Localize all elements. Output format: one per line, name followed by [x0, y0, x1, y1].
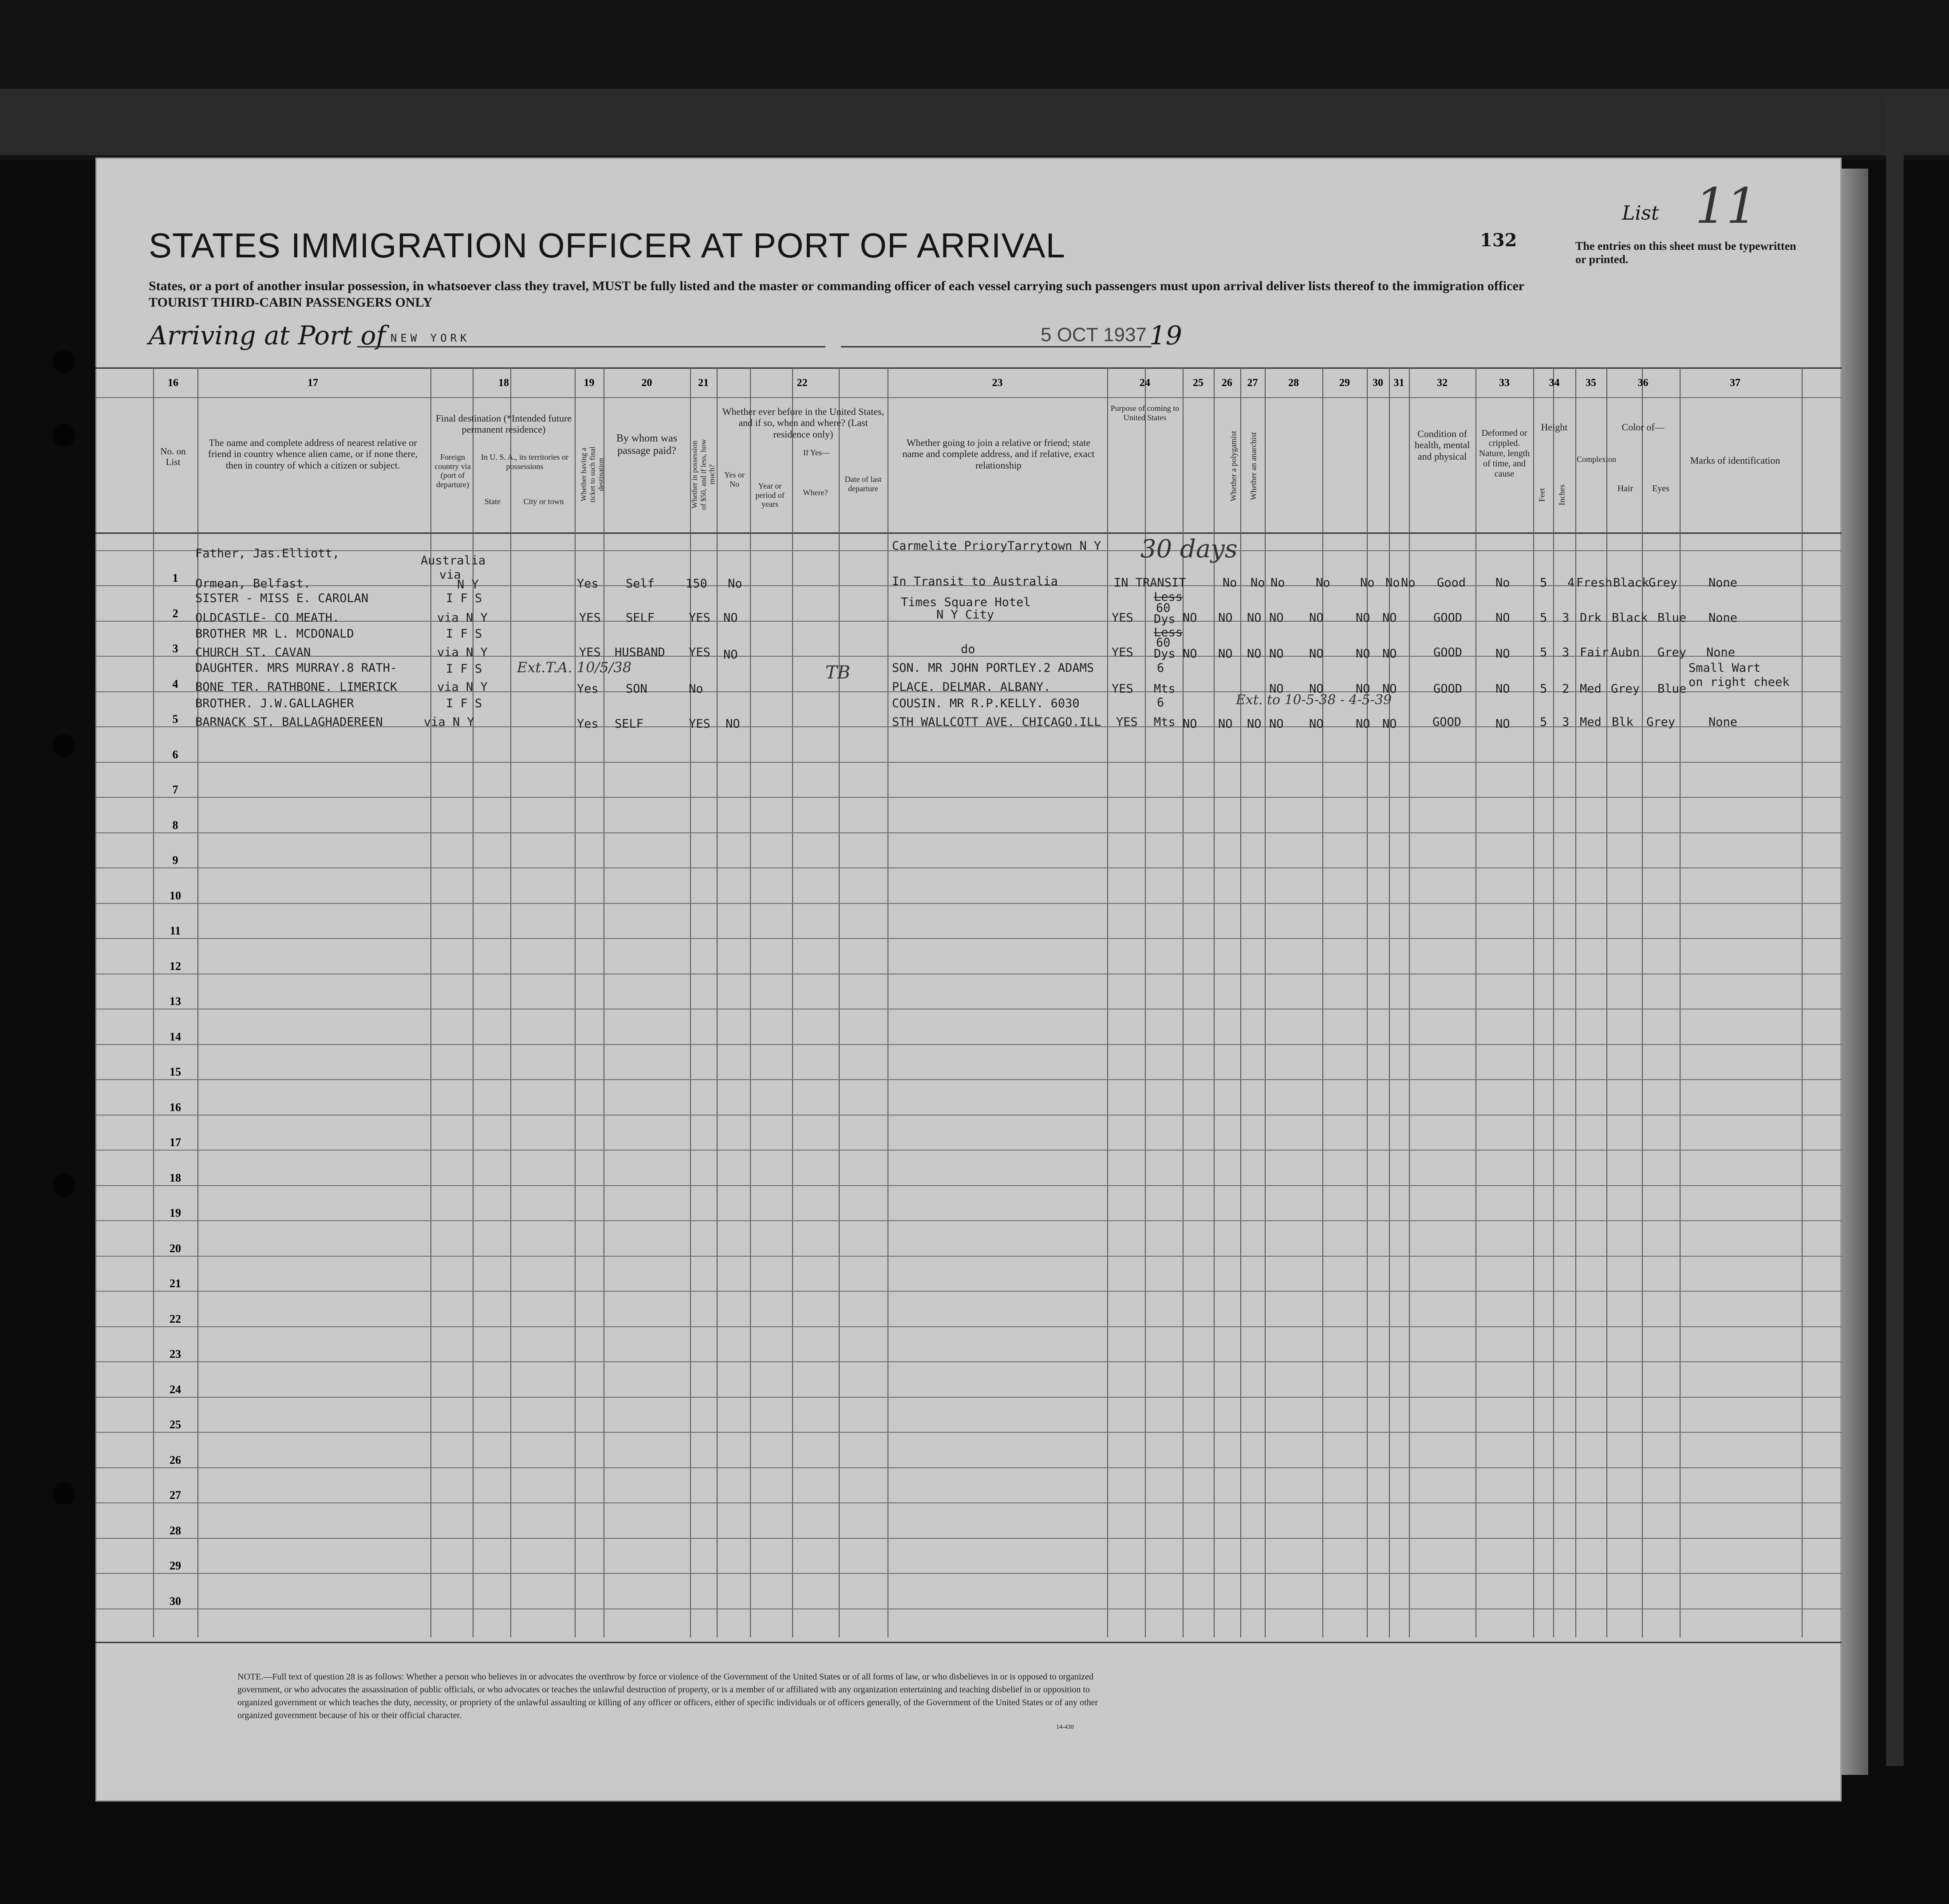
length-unit: Mts [1154, 682, 1176, 696]
table-column-rule [1642, 367, 1643, 1637]
row-number: 1 [172, 572, 178, 584]
hair-value: Black [1612, 611, 1648, 625]
table-column-rule [1322, 367, 1323, 1637]
binder-hole [52, 734, 75, 757]
table-column-rule [1107, 367, 1108, 1637]
table-row-rule [95, 1044, 1842, 1045]
column-header-before: Whether ever before in the United States, and if so, when and where? (Last residence only) [722, 406, 884, 440]
table-column-rule [717, 367, 718, 1637]
column-header-color: Color of— [1622, 422, 1665, 433]
column-header-city: City or town [523, 497, 564, 506]
c25-value: NO [1183, 647, 1197, 661]
c27-value: NO [1247, 717, 1262, 731]
eyes-value: Blue [1657, 682, 1687, 696]
row-number: 25 [170, 1418, 181, 1431]
row-number: 6 [172, 748, 178, 761]
table-column-rule [575, 367, 576, 1637]
column-number-divider [95, 397, 1842, 398]
ticket-value: Yes [577, 577, 599, 591]
column-header-where: Where? [803, 488, 828, 497]
row-number: 5 [172, 713, 178, 725]
marks-line-2: on right cheek [1689, 675, 1790, 689]
c28-value: No [1316, 576, 1330, 590]
row-number: 24 [170, 1383, 181, 1396]
purpose-value: YES [1116, 715, 1138, 729]
c29-value: NO [1309, 611, 1324, 625]
table-row-rule [95, 903, 1842, 904]
table-column-rule [153, 367, 154, 1637]
height-inches: 3 [1562, 646, 1570, 659]
length-unit: Dys [1154, 647, 1176, 661]
relative-line-1: SISTER - MISS E. CAROLAN [195, 591, 369, 605]
length-number: 6 [1157, 696, 1164, 710]
table-row-rule [95, 867, 1842, 868]
row-number: 29 [170, 1559, 181, 1572]
c27-value: NO [1247, 647, 1262, 661]
marks-value: None [1708, 611, 1738, 625]
c30-value: NO [1356, 682, 1370, 696]
table-row-rule [95, 1115, 1842, 1116]
column-number: 20 [641, 377, 652, 389]
column-number: 19 [584, 377, 595, 389]
relative-line-2: CHURCH ST. CAVAN [195, 646, 311, 659]
c30-value: No [1385, 576, 1400, 590]
row-number: 2 [172, 607, 178, 620]
height-feet: 5 [1540, 646, 1547, 659]
table-column-rule [1575, 367, 1576, 1637]
deformed-value: NO [1495, 611, 1510, 625]
height-inches: 3 [1562, 715, 1570, 729]
row-number: 12 [170, 960, 181, 973]
column-header-marks: Marks of identification [1690, 455, 1780, 466]
row-number: 4 [172, 678, 178, 690]
column-number: 18 [498, 377, 509, 389]
relative-line-1: DAUGHTER. MRS MURRAY.8 RATH- [195, 661, 398, 675]
list-number: 11 [1695, 177, 1757, 234]
hair-value: Grey [1611, 682, 1640, 696]
marks-line-1: Small Wart [1689, 661, 1761, 675]
c28-value: NO [1269, 717, 1284, 731]
year-label: 19 [1149, 320, 1182, 351]
table-row-rule [95, 1185, 1842, 1186]
binder-hole [52, 351, 75, 374]
deformed-value: NO [1495, 682, 1510, 696]
table-row-rule [95, 938, 1842, 939]
complexion-value: Fair [1580, 646, 1609, 659]
height-feet: 5 [1540, 715, 1547, 729]
height-feet: 5 [1540, 682, 1547, 696]
ticket-value: YES [579, 611, 601, 625]
c25-value: NO [1183, 717, 1197, 731]
eyes-value: Blue [1657, 611, 1687, 625]
foreign-country: I F S [446, 662, 482, 676]
passage-paid-by: SON [626, 682, 647, 696]
table-row-rule [95, 1432, 1842, 1433]
foreign-country: I F S [446, 591, 482, 605]
column-header-hair: Hair [1617, 484, 1633, 493]
foreign-country-via: via N Y [437, 680, 488, 694]
table-column-rule [1409, 367, 1410, 1637]
join-line-2: In Transit to Australia [892, 575, 1058, 588]
port-name: NEW YORK [391, 332, 470, 344]
before-in-us: No [728, 577, 742, 591]
health-value: Good [1437, 576, 1466, 590]
money-value: 150 [686, 577, 707, 591]
relative-line-2: Ormean, Belfast. [195, 577, 311, 591]
join-line-1: do [961, 643, 975, 656]
c31-value: NO [1382, 611, 1397, 625]
handwritten-extension: Ext.T.A. 10/5/38 [517, 659, 632, 676]
deformed-value: No [1495, 576, 1510, 590]
hair-value: Black [1613, 576, 1649, 590]
table-row-rule [95, 1256, 1842, 1257]
length-number: 60 [1156, 636, 1171, 650]
table-row-rule [95, 797, 1842, 798]
c29-value: NO [1309, 682, 1324, 696]
column-header-if-yes: If Yes— [803, 448, 830, 457]
column-number: 23 [992, 377, 1003, 389]
join-line-2: PLACE. DELMAR. ALBANY. [892, 680, 1051, 694]
money-value: YES [689, 646, 710, 659]
column-number: 26 [1222, 377, 1232, 389]
list-label: List [1622, 202, 1659, 225]
row-number: 3 [172, 642, 178, 655]
money-value: No [689, 682, 703, 696]
column-header-year: Year or period of years [755, 481, 785, 509]
column-header-destination: Final destination (*Intended future permanent residence) [435, 413, 572, 435]
row-number: 9 [172, 854, 178, 867]
column-header-join: Whether going to join a relative or friend; state name and complete address, and if relative, exact relationship [902, 437, 1095, 471]
marks-value: None [1706, 646, 1736, 659]
table-row-rule [95, 1220, 1842, 1221]
column-number: 31 [1393, 377, 1405, 389]
foreign-country-via: via N Y [437, 611, 488, 625]
passage-paid-by: SELF [626, 611, 655, 625]
row-number: 21 [170, 1277, 181, 1290]
table-column-rule [1240, 367, 1241, 1637]
column-header-no: No. on List [160, 446, 186, 468]
column-number: 29 [1339, 377, 1350, 389]
film-edge-right [1886, 98, 1904, 1766]
before-in-us: NO [723, 648, 738, 662]
eyes-value: Grey [1649, 576, 1678, 590]
column-number: 27 [1247, 377, 1258, 389]
table-row-rule [95, 1291, 1842, 1292]
purpose-value: YES [1112, 682, 1133, 696]
table-column-rule [1680, 367, 1681, 1637]
row-number: 30 [170, 1595, 181, 1608]
hair-value: Blk [1612, 715, 1633, 729]
table-row-rule [95, 762, 1842, 763]
binder-hole [52, 424, 75, 447]
c28-value: NO [1269, 647, 1284, 661]
binder-hole [52, 1482, 75, 1505]
row-number: 8 [172, 819, 178, 832]
complexion-value: Fresh [1576, 576, 1613, 590]
height-feet: 5 [1540, 611, 1547, 625]
passenger-class: TOURIST THIRD-CABIN PASSENGERS ONLY [149, 295, 433, 310]
column-number: 36 [1637, 377, 1649, 389]
typewritten-instruction: The entries on this sheet must be typewritten or printed. [1575, 240, 1796, 266]
handwritten-initials: TB [825, 662, 851, 683]
date-stamp: 5 OCT 1937 [1041, 324, 1147, 346]
header-bottom-border [95, 532, 1842, 534]
table-column-rule [1606, 367, 1607, 1637]
row-number: 15 [170, 1065, 181, 1078]
table-column-rule [1265, 367, 1266, 1637]
before-in-us: NO [723, 611, 738, 625]
column-number: 35 [1586, 377, 1596, 389]
foreign-country-port: N Y [457, 578, 479, 591]
column-header-date-last: Date of last departure [844, 475, 882, 493]
relative-line-1: Father, Jas.Elliott, [195, 547, 340, 560]
c26-value: NO [1218, 717, 1233, 731]
ticket-value: YES [579, 646, 601, 659]
row-number: 16 [170, 1101, 181, 1114]
row-number: 28 [170, 1524, 181, 1537]
row-number: 17 [170, 1136, 181, 1149]
column-number: 37 [1730, 377, 1740, 389]
foreign-country-via: via [439, 568, 461, 582]
complexion-value: Med [1580, 682, 1602, 696]
foreign-country-via: via N Y [437, 646, 488, 659]
c30-value: NO [1356, 717, 1370, 731]
health-value: GOOD [1433, 646, 1463, 659]
length-less: Less [1154, 590, 1183, 604]
column-header-passage: By whom was passage paid? [616, 433, 678, 457]
c27-value: No [1270, 576, 1285, 590]
length-unit: Dys [1154, 612, 1176, 626]
column-number: 34 [1549, 377, 1560, 389]
column-number: 28 [1288, 377, 1299, 389]
money-value: YES [689, 611, 710, 625]
column-number: 16 [168, 377, 178, 389]
foreign-country: Australia [421, 554, 486, 568]
eyes-value: Grey [1657, 646, 1687, 659]
table-column-rule [1389, 367, 1390, 1637]
row-number: 26 [170, 1454, 181, 1466]
table-column-rule [510, 367, 511, 1637]
table-row-rule [95, 1397, 1842, 1398]
passage-paid-by: Self [626, 577, 655, 591]
table-row-rule [95, 1573, 1842, 1574]
c27-value: NO [1247, 611, 1262, 625]
height-inches: 4 [1567, 576, 1575, 590]
c29-value: NO [1309, 647, 1324, 661]
column-number: 22 [797, 377, 808, 389]
relative-line-1: BROTHER MR L. MCDONALD [195, 627, 354, 641]
subtitle: States, or a port of another insular possession, in whatsoever class they travel, MUST be fully listed and the master or commanding officer of each vessel carrying such passengers must upon arrival deliver lists thereof to the immigration officer [149, 279, 1525, 293]
column-header-polygamist: Whether a polygamist [1229, 430, 1238, 501]
deformed-value: NO [1495, 647, 1510, 661]
c25-value: NO [1183, 611, 1197, 625]
length-number: 6 [1157, 661, 1164, 675]
join-line-1: SON. MR JOHN PORTLEY.2 ADAMS [892, 661, 1094, 675]
hair-value: Aubn [1611, 646, 1640, 659]
health-value: GOOD [1433, 682, 1463, 696]
column-header-state: State [485, 497, 501, 506]
deformed-value: NO [1495, 717, 1510, 731]
marks-value: None [1708, 715, 1738, 729]
column-header-health: Condition of health, mental and physical [1414, 428, 1470, 462]
table-row-rule [95, 1502, 1842, 1503]
column-header-relative: The name and complete address of nearest relative or friend in country whence alien came, or if none there, then in country of which a citizen or subject. [208, 437, 418, 471]
passage-paid-by: HUSBAND [615, 646, 665, 659]
manifest-page [95, 158, 1842, 1802]
c31-value: NO [1382, 647, 1397, 661]
handwritten-stay: 30 days [1140, 535, 1238, 564]
c28-value: NO [1269, 682, 1284, 696]
table-bottom-border [95, 1642, 1842, 1643]
length-number: 60 [1156, 601, 1171, 615]
c28-value: NO [1269, 611, 1284, 625]
column-number: 24 [1140, 377, 1150, 389]
c30-value: NO [1356, 647, 1370, 661]
column-header-anarchist: Whether an anarchist [1249, 432, 1258, 500]
table-row-rule [95, 1361, 1842, 1362]
length-less: Less [1154, 626, 1183, 639]
purpose-value: YES [1112, 646, 1133, 659]
ticket-value: Yes [577, 682, 599, 696]
film-strip [0, 89, 1949, 155]
column-header-eyes: Eyes [1652, 484, 1669, 493]
relative-line-1: BROTHER. J.W.GALLAGHER [195, 697, 354, 710]
c25-value: No [1223, 576, 1237, 590]
row-number: 23 [170, 1348, 181, 1360]
ticket-value: Yes [577, 717, 599, 731]
table-column-rule [792, 367, 793, 1637]
join-line-1: Times Square Hotel [901, 595, 1031, 609]
column-header-foreign-country: Foreign country via (port of departure) [434, 453, 471, 489]
page-title: STATES IMMIGRATION OFFICER AT PORT OF ARRIVAL [149, 226, 1066, 265]
c26-value: NO [1218, 611, 1233, 625]
column-header-inches: Inches [1557, 484, 1566, 505]
eyes-value: Grey [1646, 715, 1676, 729]
foreign-country-via: via N Y [424, 715, 474, 729]
row-number: 11 [170, 924, 181, 937]
date-line [841, 346, 1152, 347]
table-row-rule [95, 1150, 1842, 1151]
join-line-1: Carmelite PrioryTarrytown N Y [892, 539, 1101, 553]
c26-value: NO [1218, 647, 1233, 661]
table-column-rule [1553, 367, 1554, 1637]
table-column-rule [1367, 367, 1368, 1637]
purpose-value: YES [1112, 611, 1133, 625]
column-number: 32 [1437, 377, 1448, 389]
row-number: 10 [170, 889, 181, 902]
marks-value: None [1708, 576, 1738, 590]
c31-value: No [1401, 576, 1416, 590]
foreign-country: I F S [446, 697, 482, 710]
column-number: 21 [698, 377, 709, 389]
complexion-value: Med [1580, 715, 1602, 729]
c30-value: NO [1356, 611, 1370, 625]
join-line-1: COUSIN. MR R.P.KELLY. 6030 [892, 697, 1080, 710]
join-line-2: STH WALLCOTT AVE. CHICAGO.ILL [892, 715, 1101, 729]
column-header-feet: Feet [1537, 488, 1547, 502]
passage-paid-by: SELF [615, 717, 644, 731]
row-number: 22 [170, 1313, 181, 1325]
handwritten-extension: Ext. to 10-5-38 - 4-5-39 [1236, 692, 1392, 708]
binder-hole [52, 1174, 75, 1197]
join-line-2: N Y City [936, 608, 994, 622]
height-feet: 5 [1540, 576, 1547, 590]
purpose-value: IN TRANSIT [1114, 576, 1186, 590]
c26-value: No [1251, 576, 1265, 590]
column-number: 25 [1193, 377, 1203, 389]
health-value: GOOD [1433, 611, 1463, 625]
relative-line-2: BONE TER. RATHBONE. LIMERICK [195, 680, 398, 694]
arriving-label: Arriving at Port of [149, 320, 386, 351]
column-header-ticket: Whether having a ticket to such final destination [579, 446, 605, 503]
c29-value: NO [1309, 717, 1324, 731]
row-number: 20 [170, 1242, 181, 1255]
page-edge [1842, 169, 1868, 1775]
table-row-rule [95, 1538, 1842, 1539]
row-number: 14 [170, 1030, 181, 1043]
form-number: 14-430 [1056, 1724, 1074, 1731]
row-number: 18 [170, 1171, 181, 1184]
table-column-rule [1533, 367, 1534, 1637]
column-header-complexion: Complexion [1577, 455, 1616, 464]
column-header-purpose: Purpose of coming to United States [1110, 404, 1180, 422]
column-header-height: Height [1541, 422, 1568, 433]
column-header-money: Whether in possession of $50, and if less, how much? [690, 439, 716, 510]
length-unit: Mts [1154, 715, 1176, 729]
foreign-country: I F S [446, 627, 482, 641]
column-number: 33 [1499, 377, 1510, 389]
column-header-deformed: Deformed or crippled. Nature, length of time, and cause [1479, 428, 1530, 479]
column-number: 17 [308, 377, 318, 389]
port-line [357, 346, 825, 347]
row-number: 13 [170, 995, 181, 1008]
table-column-rule [1802, 367, 1803, 1637]
c31-value: NO [1382, 682, 1397, 696]
height-inches: 3 [1562, 611, 1570, 625]
table-row-rule [95, 1608, 1842, 1609]
table-column-rule [839, 367, 840, 1637]
row-number: 19 [170, 1206, 181, 1219]
c29-value: No [1360, 576, 1375, 590]
height-inches: 2 [1562, 682, 1570, 696]
relative-line-2: BARNACK ST. BALLAGHADEREEN [195, 715, 383, 729]
table-column-rule [750, 367, 751, 1637]
row-number: 27 [170, 1489, 181, 1502]
relative-line-2: OLDCASTLE- CO MEATH. [195, 611, 340, 625]
table-row-rule [95, 1326, 1842, 1327]
row-number: 7 [172, 783, 178, 796]
table-top-border [95, 367, 1842, 369]
table-row-rule [95, 1467, 1842, 1468]
column-header-usa: In U. S. A., its territories or possessions [481, 453, 568, 471]
column-number: 30 [1373, 377, 1383, 389]
c31-value: NO [1382, 717, 1397, 731]
complexion-value: Drk [1580, 611, 1602, 625]
health-value: GOOD [1432, 715, 1462, 729]
table-row-rule [95, 1079, 1842, 1080]
footnote-question-28: NOTE.—Full text of question 28 is as follows: Whether a person who believes in or advocates the overthrow by force or violence of the Government of the United States or of all forms of law, or who disbelieves in or is opposed to organized government, or who advocates the assassination of public officials, or who advocates or teaches the unlawful destruction of property, or is a member of or affiliated with any organization entertaining and teaching disbelief in or opposition to organized government or which teaches the duty, necessity, or propriety of the unlawful assaulting or killing of any officer or officers, either of specific individuals or of officers generally, of the Government of the United States or of any other organized government because of his or their official character. [237, 1672, 1098, 1720]
table-row-rule [95, 832, 1842, 833]
money-value: YES [689, 717, 710, 731]
table-column-rule [690, 367, 691, 1637]
column-header-yes-no: Yes or No [724, 470, 745, 489]
before-in-us: NO [726, 717, 740, 731]
page-number: 132 [1480, 230, 1517, 251]
